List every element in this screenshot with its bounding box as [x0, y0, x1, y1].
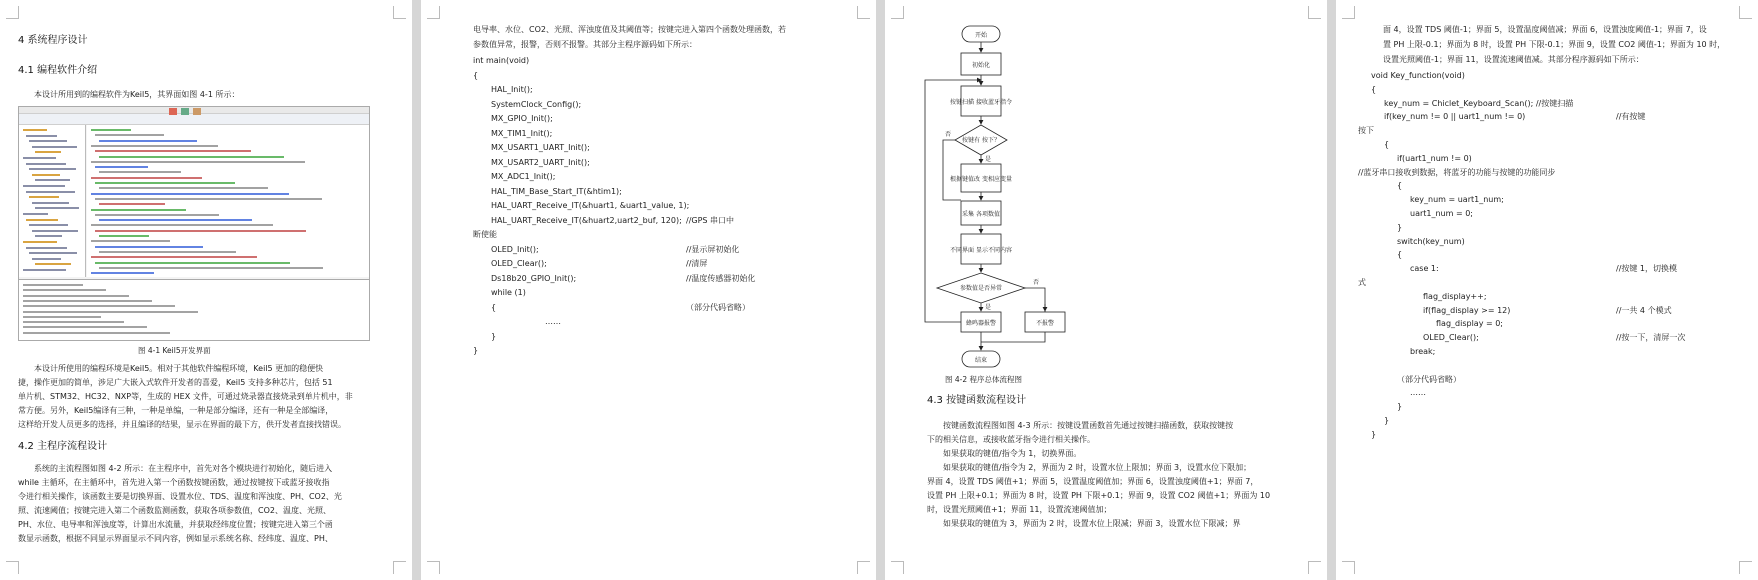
output-row	[23, 326, 147, 328]
editor-code-row	[95, 150, 251, 152]
editor-code-row	[95, 246, 203, 248]
code-line: {	[1397, 181, 1403, 191]
tree-row	[23, 129, 47, 131]
code-line: HAL_Init();	[491, 85, 533, 94]
editor-code-row	[95, 214, 219, 216]
figure-4-2-caption: 图 4-2 程序总体流程图	[945, 375, 1023, 384]
tree-row	[32, 230, 78, 232]
code-comment: //清屏	[686, 259, 708, 268]
code-line: int main(void)	[473, 56, 530, 65]
output-row	[23, 316, 101, 318]
editor-code-row	[91, 193, 289, 195]
flow-yes-label: 是	[985, 156, 992, 163]
tree-row	[29, 140, 67, 142]
flow-alarm: 蜂鸣器报警	[965, 320, 997, 327]
flow-key-scan: 按键扫描 接收蓝牙指令	[950, 99, 1012, 106]
paragraph-line: while 主循环，在主循环中，首先进入第一个函数按键函数，通过按键按下或蓝牙接收指	[18, 478, 330, 487]
crop-mark	[393, 6, 406, 19]
code-line: {	[491, 302, 497, 312]
paragraph-line: 本设计所使用的编程环境是Keil5。相对于其他软件编程环境，Keil5 更加的稳便快	[34, 364, 324, 373]
code-line: MX_GPIO_Init();	[491, 114, 553, 123]
output-row	[23, 289, 106, 291]
paragraph-line: 下的相关信息，或接收蓝牙指令进行相关操作。	[927, 435, 1095, 444]
code-line: OLED_Clear();	[491, 259, 547, 268]
tree-row	[35, 179, 70, 181]
editor-code-row	[99, 171, 181, 173]
code-line: 断使能	[473, 230, 497, 239]
intro-text: 本设计所用到的编程软件为Keil5，其界面如图 4-1 所示：	[34, 90, 240, 99]
paragraph-line: 设置光照阈值-1；界面 11，设置流速阈值减。其部分程序源码如下所示：	[1383, 55, 1644, 64]
tree-row	[23, 157, 56, 159]
output-row	[23, 311, 198, 313]
tree-row	[35, 207, 79, 209]
paragraph-line: 界面 4，设置 TDS 阈值+1；界面 5，设置温度阈值加；界面 6，设置浊度阈值+1；界面 7，	[927, 477, 1259, 486]
paragraph-line: 常方便。另外，Keil5编译有三种，一种是单编，一种是部分编译，还有一种是全部编译，	[18, 406, 334, 415]
output-row	[23, 332, 170, 334]
tree-row	[32, 202, 69, 204]
code-line: SystemClock_Config();	[491, 99, 582, 109]
tree-row	[26, 135, 57, 137]
tree-row	[32, 174, 60, 176]
crop-mark	[1739, 561, 1752, 574]
editor-code-row	[99, 219, 252, 221]
tree-row	[29, 168, 76, 170]
code-line: case 1:	[1410, 264, 1439, 274]
paragraph-line: 数显示函数，根据不同显示界面显示不同内容，例如显示系统名称、经纬度、温度、PH、	[18, 534, 333, 543]
paragraph-line: 参数值异常，报警，否则不报警。其部分主程序源码如下所示：	[473, 40, 697, 49]
flow-no-label: 否	[945, 131, 952, 138]
code-line: HAL_UART_Receive_IT(&huart2,uart2_buf, 120);	[491, 215, 682, 225]
tree-row	[29, 224, 68, 226]
code-line: }	[1397, 402, 1403, 412]
code-line: HAL_UART_Receive_IT(&huart1, &uart1_value, 1);	[491, 201, 690, 210]
output-row	[23, 321, 124, 323]
code-line: MX_ADC1_Init();	[491, 172, 556, 181]
tree-row	[26, 191, 75, 193]
flow-end: 结束	[974, 357, 988, 364]
crop-mark	[1739, 6, 1752, 19]
project-tree-panel	[19, 125, 86, 277]
paragraph-line: 这样给开发人员更多的选择，并且编译的结果，显示在界面的最下方，供开发者直接找错误。	[18, 420, 346, 429]
document-page-2	[421, 0, 876, 580]
paragraph-line: 时，设置光照阈值+1；界面 11，设置流速阈值加；	[927, 505, 1112, 514]
crop-mark	[427, 561, 440, 574]
heading-4-2: 4.2 主程序流程设计	[18, 441, 108, 452]
editor-code-row	[91, 161, 305, 163]
code-line: }	[491, 331, 497, 341]
code-line: {	[473, 70, 479, 80]
output-row	[23, 284, 83, 286]
code-line: flag_display++;	[1423, 291, 1487, 301]
paragraph-line: 令进行相关操作，该函数主要是切换界面、设置水位、TDS、温度和浑浊度、PH、CO2、光	[18, 492, 342, 501]
flow-collect: 采集 各项数值	[962, 211, 1000, 218]
crop-mark	[1342, 6, 1355, 19]
document-page-4	[1336, 0, 1758, 580]
crop-mark	[1308, 561, 1321, 574]
editor-code-row	[91, 145, 218, 147]
editor-code-row	[91, 256, 257, 258]
code-line: //蓝牙串口接收到数据，将蓝牙的功能与按键的功能同步	[1358, 167, 1556, 177]
code-line: key_num = uart1_num;	[1410, 195, 1504, 205]
code-line: （部分代码省略）	[1397, 374, 1461, 384]
editor-code-row	[99, 203, 165, 205]
editor-code-row	[95, 262, 290, 264]
code-comment: //按一下，清屏一次	[1616, 333, 1686, 343]
editor-code-row	[99, 267, 323, 269]
tree-row	[26, 163, 66, 165]
flow-switch-set: 根据键值改 变相应变量	[950, 176, 1012, 183]
paragraph-line: 如果获取的键值为 3，界面为 2 时，设置水位上限减；界面 3，设置水位下限减；界	[943, 519, 1241, 528]
tree-row	[35, 263, 71, 265]
code-line: }	[1384, 416, 1390, 425]
code-editor-panel	[87, 125, 369, 277]
editor-code-row	[91, 129, 131, 131]
tree-row	[35, 151, 61, 153]
editor-code-row	[91, 240, 170, 242]
editor-code-row	[99, 187, 268, 189]
code-comment: //显示屏初始化	[686, 244, 740, 254]
paragraph-line: 捷，操作更加的简单，涉足广大嵌入式软件开发者的喜爱，Keil5 支持多种芯片，包括 51	[18, 378, 333, 387]
tree-row	[32, 258, 61, 260]
heading-4-1: 4.1 编程软件介绍	[18, 65, 98, 76]
code-line: MX_TIM1_Init();	[491, 128, 553, 138]
flow-no-alarm: 不报警	[1035, 320, 1055, 327]
flow-no-label-2: 否	[1033, 279, 1040, 286]
code-comment: //GPS 串口中	[686, 215, 735, 225]
code-line: 式	[1358, 278, 1366, 287]
editor-code-row	[91, 272, 154, 274]
editor-code-row	[91, 224, 273, 226]
heading-chapter-4: 4 系统程序设计	[18, 35, 88, 46]
paragraph-line: 按键函数流程图如图 4-3 所示：按键设置函数首先通过按键扫描函数，获取按键按	[943, 421, 1234, 430]
output-row	[23, 300, 152, 302]
tree-row	[32, 146, 77, 148]
code-line: if(uart1_num != 0)	[1397, 153, 1472, 163]
editor-code-row	[95, 230, 306, 232]
code-line: 按下	[1358, 126, 1374, 136]
code-comment: //温度传感器初始化	[686, 273, 756, 283]
code-line: HAL_TIM_Base_Start_IT(&htim1);	[491, 186, 622, 196]
paragraph-line: 面 4，设置 TDS 阈值-1；界面 5，设置温度阈值减；界面 6，设置浊度阈值-1；界面 7，设	[1383, 25, 1707, 34]
code-line: if(flag_display >= 12)	[1423, 305, 1511, 315]
paragraph-line: 照、流速阈值；按键完进入第二个函数监测函数，获取各项参数值，CO2、温度、光照、	[18, 506, 331, 515]
crop-mark	[1342, 561, 1355, 574]
output-row	[23, 295, 129, 297]
heading-4-3-text: 4.3 按键函数流程设计	[927, 395, 1027, 406]
tree-row	[26, 247, 67, 249]
crop-mark	[857, 561, 870, 574]
code-comment: //有按键	[1616, 112, 1646, 122]
paragraph-line: 置 PH 上限-0.1；界面为 8 时，设置 PH 下限-0.1；界面 9，设置 CO2 阈值-1；界面为 10 时，	[1383, 40, 1726, 49]
code-comment: （部分代码省略）	[686, 302, 750, 312]
editor-code-row	[99, 140, 197, 142]
editor-code-row	[91, 177, 202, 179]
heading-4-3	[927, 394, 1026, 407]
code-line: while (1)	[491, 288, 526, 297]
code-line: OLED_Clear();	[1423, 333, 1479, 343]
paragraph-line: 如果获取的键值/指令为 2，界面为 2 时，设置水位上限加；界面 3，设置水位下限加；	[943, 463, 1252, 472]
editor-code-row	[99, 251, 236, 253]
code-line: ……	[545, 317, 561, 326]
crop-mark	[6, 561, 19, 574]
tree-row	[23, 269, 66, 271]
code-comment: //按键 1，切换模	[1616, 264, 1678, 274]
code-line: uart1_num = 0;	[1410, 209, 1473, 218]
code-line: OLED_Init();	[491, 244, 539, 254]
paragraph-line: 单片机、STM32、HC32、NXP等，生成的 HEX 文件，可通过烧录器直接烧录到单片机中，非	[18, 392, 353, 401]
flow-key-pressed: 按键有 按下？	[962, 137, 1000, 144]
code-line: }	[1397, 222, 1403, 232]
tree-row	[23, 185, 65, 187]
code-line: }	[1371, 429, 1377, 439]
output-row	[23, 305, 175, 307]
paragraph-line: PH、水位、电导率和浑浊度等，计算出水流量，并获取经纬度位置；按键完进入第三个函	[18, 520, 333, 529]
code-line: }	[473, 346, 479, 355]
code-line: flag_display = 0;	[1436, 319, 1503, 329]
flow-init: 初始化	[971, 62, 991, 69]
crop-mark	[427, 6, 440, 19]
editor-code-row	[95, 198, 322, 200]
tree-row	[23, 241, 57, 243]
code-line: switch(key_num)	[1397, 236, 1465, 246]
build-output-panel	[19, 279, 369, 340]
document-page-1	[0, 0, 412, 580]
editor-code-row	[91, 209, 186, 211]
editor-code-row	[99, 156, 284, 158]
code-line: {	[1384, 140, 1390, 149]
document-page-3	[885, 0, 1327, 580]
paragraph-line: 电导率、水位、CO2、光照、浑浊度值及其阈值等；按键完进入第四个函数处理函数，若	[473, 25, 786, 34]
code-line: key_num = Chiclet_Keyboard_Scan(); //按键扫描	[1384, 98, 1574, 108]
flow-yes-label-2: 是	[985, 304, 992, 311]
code-line: {	[1371, 84, 1377, 94]
flow-display: 不同界面 显示不同内容	[950, 247, 1012, 254]
crop-mark	[857, 6, 870, 19]
tree-row	[26, 219, 58, 221]
code-line: void Key_function(void)	[1371, 71, 1465, 80]
code-line: if(key_num != 0 || uart1_num != 0)	[1384, 112, 1526, 122]
editor-code-row	[95, 134, 164, 136]
tree-row	[35, 235, 62, 237]
crop-mark	[6, 6, 19, 19]
code-line: MX_USART1_UART_Init();	[491, 143, 590, 152]
figure-4-1-caption: 图 4-1 Keil5开发界面	[138, 346, 211, 355]
crop-mark	[891, 561, 904, 574]
code-line: {	[1397, 250, 1403, 260]
paragraph-line: 设置 PH 上限+0.1；界面为 8 时，设置 PH 下限+0.1；界面 9，设置 CO2 阈值+1；界面为 10	[927, 491, 1271, 500]
tree-row	[29, 196, 59, 198]
keil5-screenshot-figure	[18, 106, 370, 341]
code-line: break;	[1410, 347, 1436, 356]
ide-toolbar	[19, 114, 369, 125]
flow-start: 开始	[974, 32, 988, 39]
paragraph-line: 如果获取的键值/指令为 1，切换界面。	[943, 449, 1082, 458]
tree-row	[23, 213, 48, 215]
code-comment: //一共 4 个模式	[1616, 305, 1672, 315]
program-flowchart	[885, 0, 1327, 370]
code-line: MX_USART2_UART_Init();	[491, 157, 590, 167]
editor-code-row	[99, 235, 149, 237]
editor-code-row	[95, 182, 235, 184]
flow-abnormal: 参数值是否异常	[959, 285, 1003, 292]
editor-code-row	[95, 166, 148, 168]
code-line: Ds18b20_GPIO_Init();	[491, 273, 577, 283]
code-line: ……	[1410, 388, 1426, 398]
paragraph-line: 系统的主流程图如图 4-2 所示：在主程序中，首先对各个模块进行初始化，随后进入	[34, 464, 333, 473]
crop-mark	[393, 561, 406, 574]
tree-row	[29, 252, 77, 254]
